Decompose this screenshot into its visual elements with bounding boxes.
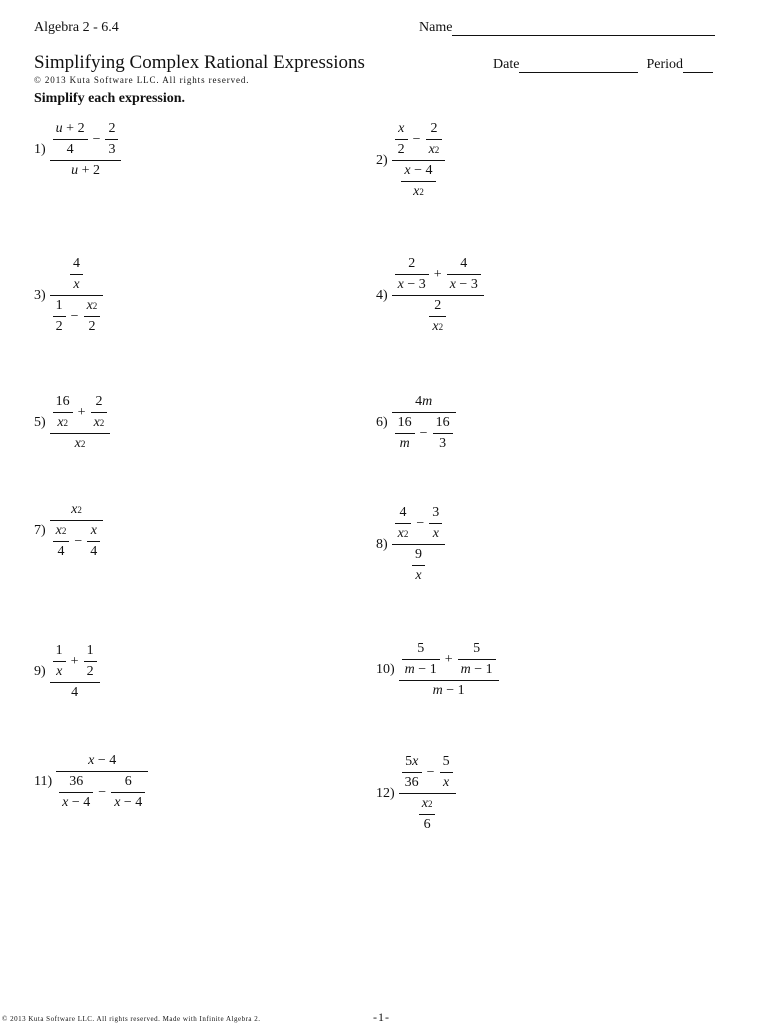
- period-blank[interactable]: [683, 58, 713, 73]
- complex-fraction: [392, 505, 446, 584]
- fraction: $\frac{3}{x}$: [429, 505, 442, 542]
- instructions: Simplify each expression.: [34, 91, 186, 106]
- plus-sign: +: [77, 404, 86, 420]
- fraction: 4 x − 3: [447, 256, 481, 293]
- fraction: x − 4 x 2: [401, 163, 435, 200]
- problem-8: [376, 505, 445, 584]
- problem-number: 2): [376, 152, 388, 168]
- fraction: 2 x 2: [91, 394, 108, 431]
- fraction: x 2 6: [419, 796, 436, 833]
- fraction: 2 x 2: [429, 298, 446, 335]
- problem-10: [376, 641, 499, 699]
- header-copyright: © 2013 Kuta Software LLC. All rights reserved.: [34, 75, 250, 85]
- problem-4: [376, 256, 484, 335]
- complex-fraction: x − 4 36 x − 4 − 6 x − 4: [56, 753, 148, 811]
- complex-fraction: 5 m − 1 + 5 m − 1 m − 1: [399, 641, 499, 699]
- fraction: u + 2 4: [53, 121, 88, 158]
- problem-number: 10): [376, 662, 395, 677]
- plus-sign: +: [70, 653, 79, 669]
- period-label: Period: [646, 57, 683, 72]
- date-label: Date: [493, 57, 520, 72]
- plus-sign: +: [433, 266, 442, 282]
- date-blank[interactable]: [519, 58, 638, 73]
- problem-number: 12): [376, 785, 395, 801]
- page-number: -1-: [373, 1010, 390, 1024]
- fraction: x 2 4: [53, 523, 70, 560]
- problem-2: [376, 121, 445, 200]
- complex-fraction: [392, 121, 446, 200]
- problem-number: 6): [376, 415, 388, 430]
- minus-sign: −: [92, 131, 101, 147]
- minus-sign: −: [412, 131, 421, 147]
- fraction: $\frac{x}{4}$: [87, 523, 100, 560]
- problem-number: 1): [34, 142, 46, 157]
- complex-fraction: u + 2 4 − $\frac{2}{3}$ u + 2: [50, 121, 122, 179]
- minus-sign: −: [419, 425, 428, 441]
- problem-12: [376, 754, 456, 833]
- fraction: $\frac{9}{x}$: [412, 547, 425, 584]
- complex-fraction: [392, 256, 484, 335]
- problem-5: [34, 394, 110, 452]
- complex-fraction: 16 x 2 + 2 x 2 x 2: [50, 394, 111, 452]
- complex-fraction: [399, 754, 456, 833]
- fraction: $\frac{1}{2}$: [53, 298, 66, 335]
- fraction: $\frac{1}{x}$: [53, 643, 66, 680]
- fraction: $\frac{5}{x}$: [440, 754, 453, 791]
- minus-sign: −: [74, 533, 83, 549]
- fraction: 36 x − 4: [59, 774, 93, 811]
- problem-3: [34, 256, 103, 335]
- name-label: Name: [419, 20, 453, 35]
- fraction: $\frac{16}{3}$: [433, 415, 453, 452]
- fraction: 5 m − 1: [458, 641, 496, 678]
- minus-sign: −: [98, 784, 107, 800]
- problem-6: [376, 394, 456, 452]
- fraction: $\frac{4}{x}$: [70, 256, 83, 293]
- fraction: 2 x 2: [426, 121, 443, 158]
- fraction: 5 x 36: [402, 754, 422, 791]
- name-blank[interactable]: [452, 21, 715, 36]
- problem-11: [34, 753, 148, 811]
- course-label: Algebra 2 - 6.4: [34, 20, 119, 35]
- problem-number: 3): [34, 287, 46, 303]
- fraction: 5 m − 1: [402, 641, 440, 678]
- fraction: $\frac{2}{3}$: [105, 121, 118, 158]
- fraction: 4 x 2: [395, 505, 412, 542]
- problem-number: 9): [34, 664, 46, 679]
- name-field: [419, 20, 715, 36]
- complex-fraction: [50, 256, 104, 335]
- fraction: $\frac{1}{2}$: [84, 643, 97, 680]
- minus-sign: −: [416, 515, 425, 531]
- plus-sign: +: [444, 651, 453, 667]
- fraction: 2 x − 3: [395, 256, 429, 293]
- fraction: x 2 2: [84, 298, 101, 335]
- fraction: $\frac{x}{2}$: [395, 121, 408, 158]
- footer-copyright: © 2013 Kuta Software LLC. All rights reserved. Made with Infinite Algebra 2.: [2, 1015, 261, 1023]
- problem-7: [34, 502, 103, 560]
- problem-number: 8): [376, 536, 388, 552]
- worksheet-title: Simplifying Complex Rational Expressions: [34, 52, 365, 73]
- problem-number: 4): [376, 287, 388, 303]
- problem-1: [34, 121, 121, 179]
- complex-fraction: x 2 x 2 4 − $\frac{x}{4}$: [50, 502, 104, 560]
- complex-fraction: 4 m $\frac{16}{m}$ − $\frac{16}{3}$: [392, 394, 456, 452]
- date-period-field: [493, 57, 713, 73]
- problem-number: 7): [34, 523, 46, 538]
- minus-sign: −: [426, 764, 435, 780]
- complex-fraction: $\frac{1}{x}$ + $\frac{1}{2}$ 4: [50, 643, 100, 701]
- problem-9: [34, 643, 100, 701]
- problem-number: 5): [34, 415, 46, 430]
- minus-sign: −: [70, 308, 79, 324]
- fraction: 16 x 2: [53, 394, 73, 431]
- fraction: 6 x − 4: [111, 774, 145, 811]
- problem-number: 11): [34, 774, 53, 789]
- fraction: $\frac{16}{m}$: [395, 415, 415, 452]
